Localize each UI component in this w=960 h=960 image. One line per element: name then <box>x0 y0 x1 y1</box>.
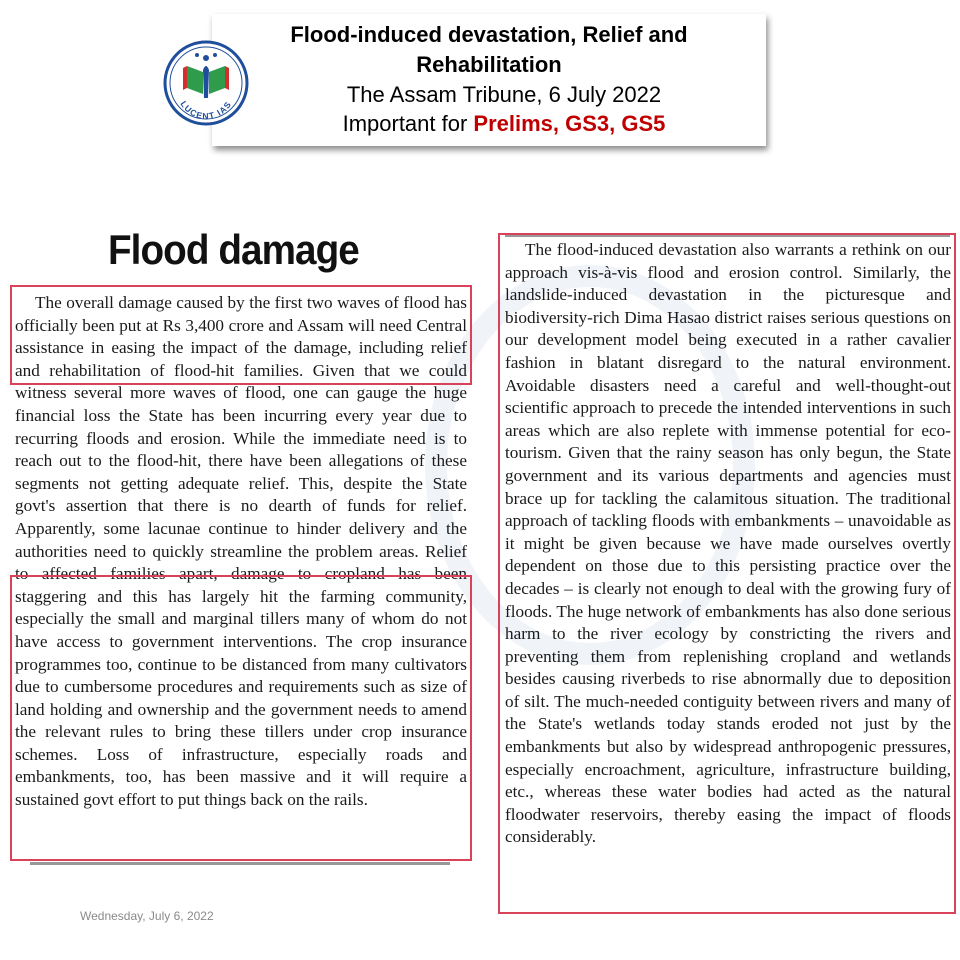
importance-prefix: Important for <box>342 111 474 136</box>
logo-text: LUCENT IAS <box>178 99 234 122</box>
header-title: Flood-induced devastation, Relief and Rehabilitation <box>290 22 688 77</box>
lucent-ias-logo-icon <box>163 40 249 126</box>
header-source: The Assam Tribune, 6 July 2022 <box>346 82 662 107</box>
article-right-column: The flood-induced devastation also warrants a rethink on our approach vis-à-vis flood and erosion control. Similarly, the landslide-induced devastation in the picturesque and biodiversity-rich Dima Hasao district raises serious questions on our development model being executed in a rather cavalier fashion in blatant disregard to the natural environment. Avoidable disasters need a careful and well-thought-out scientific approach to precede the intended interventions in such areas which are also replete with immense potential for eco-tourism. Given that the rainy season has only begun, the State government and its various departments and agencies must brace up for tackling the calamitous situation. The traditional approach of tackling floods with embankments – unavoidable as it might be given because we have made ourselves overtly dependent on those due to this persisting practice over the decades – is clearly not enough to deal with the growing fury of floods. The huge network of embankments has also done serious harm to the river ecology by constricting the rivers and preventing them from replenishing cropland and wetlands besides causing riverbeds to rise abnormally due to deposition of silt. The much-needed contiguity between rivers and many of the State's wetlands today stands eroded not just by the embankments but also by widespread anthropogenic pressures, especially encroachment, agriculture, infrastructure building, etc., whereas these water bodies had acted as the natural floodwater reservoirs, thereby easing the impact of floods considerably. <box>505 240 951 847</box>
importance-tags: Prelims, GS3, GS5 <box>473 111 666 136</box>
highlight-box-cropland-infrastructure <box>10 575 472 861</box>
highlight-box-damage-cost <box>10 285 472 385</box>
article-headline: Flood damage <box>108 226 359 273</box>
footer-date: Wednesday, July 6, 2022 <box>80 909 214 923</box>
header-card <box>212 14 766 146</box>
article-left-column: The overall damage caused by the first two waves of flood has officially been put at Rs 3,400 crore and Assam will need Central assistance in easing the impact of the damage, including relief and rehabilitation of flood-hit families. Given that we could witness several more waves of flood, one can gauge the huge financial loss the State has been incurring every year due to recurring floods and erosion. While the immediate need is to reach out to the flood-hit, there have been allegations of these segments not getting adequate relief. This, despite the State govt's assertion that there is no dearth of funds for relief. Apparently, some lacunae continue to hinder delivery and the authorities need to quickly streamline the problem areas. Relief to affected families apart, damage to cropland has been staggering and this has largely hit the farming community, especially the small and marginal tillers many of whom do not have access to government interventions. The crop insurance programmes too, continue to be distanced from many cultivators due to cumbersome procedures and requirements such as size of land holding and ownership and the government needs to amend the relevant rules to bring these tillers under crop insurance schemes. Loss of infrastructure, especially roads and embankments, too, has been massive and it will require a sustained govt effort to put things back on the rails. <box>15 293 467 810</box>
header-importance <box>212 109 766 138</box>
highlight-box-flood-control <box>498 233 956 914</box>
clipped-text-bottom <box>30 860 450 870</box>
